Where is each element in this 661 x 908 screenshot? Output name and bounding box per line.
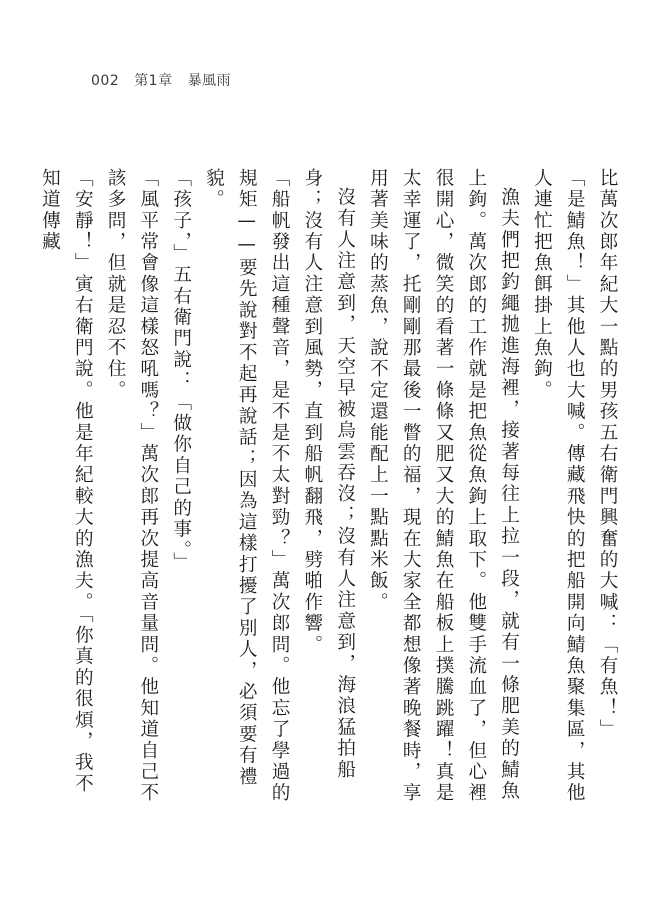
paragraph: 「安靜！」寅右衛門說。他是年紀較大的漁夫。「你真的很煩，我不知道傳藏 <box>39 168 94 795</box>
page-number: 002 <box>91 73 120 89</box>
paragraph: 「是鯖魚！」其他人也大喊。傳藏飛快的把船開向鯖魚聚集區，其他人連忙把魚餌掛上魚鉤。 <box>531 168 586 804</box>
paragraph: 沒有人注意到，天空早被烏雲吞沒；沒有人注意到，海浪猛拍船身；沒有人注意到風勢，直到船帆翻飛，劈啪作響。 <box>301 168 356 781</box>
paragraph: 「孩子，」五右衛門說：「做你自己的事。」 <box>170 168 192 574</box>
vertical-body-text <box>39 168 623 808</box>
chapter-title: 暴風雨 <box>187 73 232 89</box>
running-header <box>91 70 241 90</box>
paragraph: 「風平常會像這樣怒吼嗎？」萬次郎再次提高音量問。他知道自己不該多問，但就是忍不住。 <box>105 168 159 804</box>
paragraph: 比萬次郎年紀大一點的男孩五右衛門興奮的大喊：「有魚！」 <box>597 168 618 741</box>
paragraph: 漁夫們把釣繩拋進海裡，接著每往上拉一段，就有一條肥美的鯖魚上鉤。萬次郎的工作就是把魚從魚鉤上取下。他雙手流血了，但心裡很開心，微笑的看著一條條又肥又大的鯖魚在船板上撲騰跳躍！真是太幸運了，托剛剛那最後一瞥的福，現在大家全都想像著晚餐時，享用著美味的蒸魚，說不定還能配上一點點米飯。 <box>367 168 520 804</box>
paragraph: 「船帆發出這種聲音，是不是不太對勁？」萬次郎問。他忘了學過的規矩——要先說對不起再說話；因為這樣打擾了別人，必須要有禮貌。 <box>203 168 291 804</box>
chapter-number: 第1章 <box>134 73 173 89</box>
